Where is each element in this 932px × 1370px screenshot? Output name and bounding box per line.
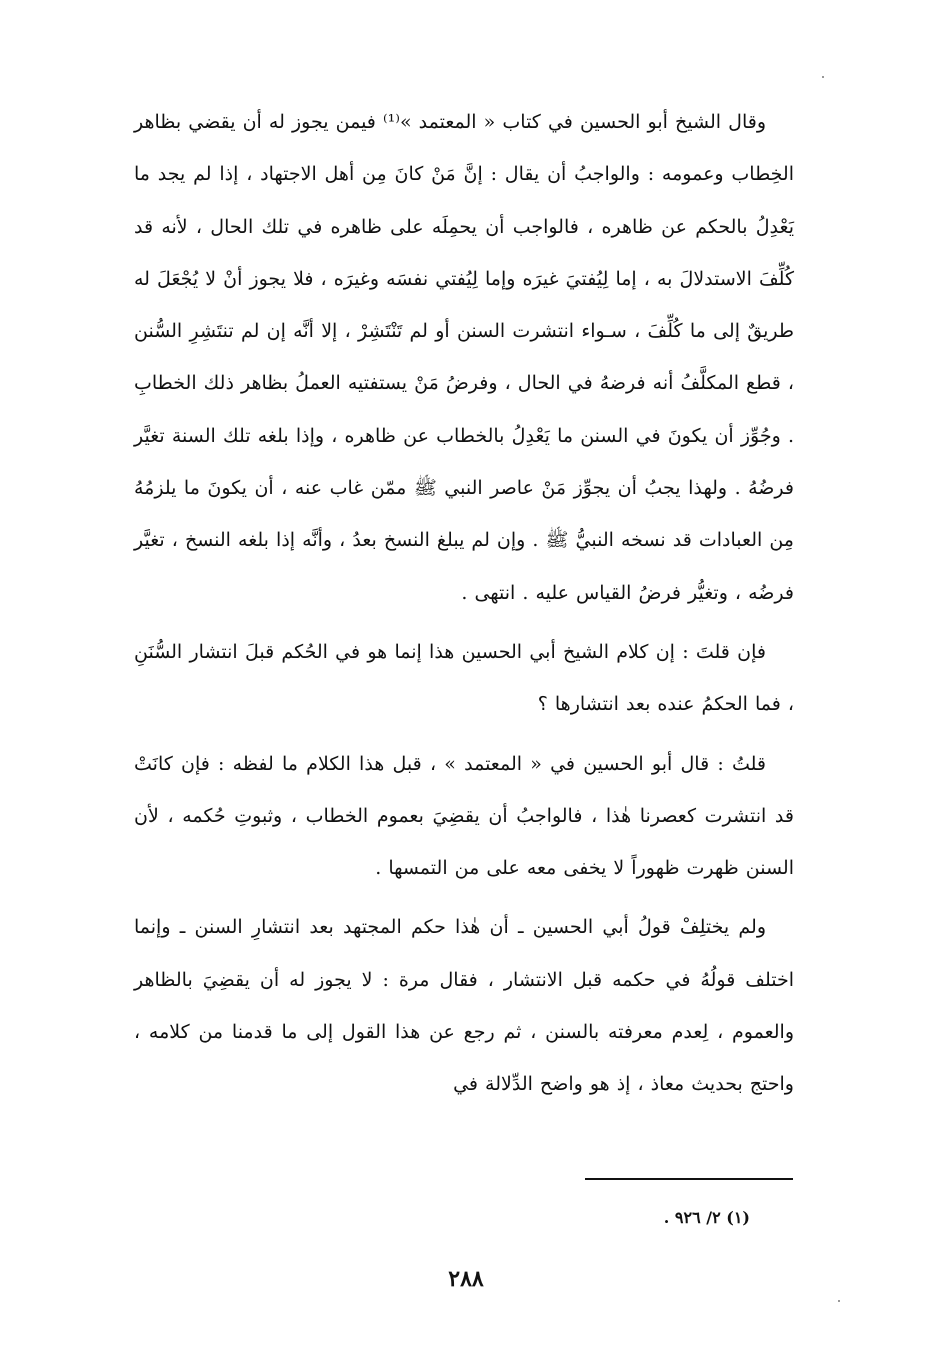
- footnote-separator: [585, 1178, 793, 1180]
- paragraph-4: ولم يختلِفْ قولُ أبي الحسين ـ أن هٰذا حكم المجتهد بعد انتشارِ السنن ـ وإنما اختلف قولُهُ في حكمه قبل الانتشار ، فقال مرة : لا يجوز له أن يقضِيَ بالظاهر والعموم ، لِعدم معرفته بالسنن ، ثم رجع عن هذا القول إلى ما قدمنا من كلامه ، واحتج بحديث معاذ ، إذ هو واضح الدِّلالة في: [134, 916, 794, 1096]
- scan-speck: [822, 76, 824, 78]
- paragraph-3: قلتُ : قال أبو الحسين في « المعتمد » ، قبل هذا الكلام ما لفظه : فإن كانَتْ قد انتشرت كعصرنا هٰذا ، فالواجبُ أن يقضِيَ بعموم الخطاب ، وثبوتِ حُكمه ، لأن السنن ظهرت ظهوراً لا يخفى معه على من التمسها .: [134, 752, 794, 880]
- paragraph-2: فإن قلتَ : إن كلام الشيخ أبي الحسين هذا إنما هو في الحُكم قبلَ انتشار السُّنَنِ ، فما الحكمُ عنده بعد انتشارها ؟: [134, 640, 794, 716]
- scan-speck: [838, 1300, 840, 1302]
- footnote: (١) ٢/ ٩٢٦ .: [663, 1208, 750, 1227]
- page-number: ٢٨٨: [448, 1266, 484, 1292]
- main-text: [134, 96, 794, 1118]
- paragraph-1: وقال الشيخ أبو الحسين في كتاب « المعتمد »⁽¹⁾ فيمن يجوز له أن يقضي بظاهر الخِطاب وعمومه : والواجبُ أن يقال : إنَّ مَنْ كانَ مِن أهل الاجتهاد ، إذا لم يجد ما يَعْدِلُ بالحكم عن ظاهره ، فالواجب أن يحمِلَه على ظاهره في تلك الحال ، لأنه قد كُلِّفَ الاستدلالَ به ، إما لِيُفتيَ غيرَه وإما لِيُفتي نفسَه وغيرَه ، فلا يجوز أنْ لا يُجْعَلَ له طريقٌ إلى ما كُلِّفَ ، سـواء انتشرت السنن أو لم تَنْتَشِرْ ، إلا أنَّه إن لم تنتَشِرِ السُّنن ، قطع المكلَّفُ أنه فرضهُ في الحال ، وفرضُ مَنْ يستفتيه العملُ بظاهر ذلك الخطابِ . وجُوِّز أن يكونَ في السنن ما يَعْدِلُ بالخطاب عن ظاهره ، وإذا بلغه تلك السنة تغيَّر فرضُهُ . ولهذا يجبُ أن يجوِّز مَنْ عاصر النبي ﷺ ممّن غاب عنه ، أن يكونَ ما يلزمُهُ مِن العبادات قد نسخه النبيُّ ﷺ . وإن لم يبلغ النسخ بعدُ ، وأنَّه إذا بلغه النسخ ، تغيَّر فرضُه ، وتغيُّر فرضُ القياس عليه . انتهى .: [134, 111, 794, 604]
